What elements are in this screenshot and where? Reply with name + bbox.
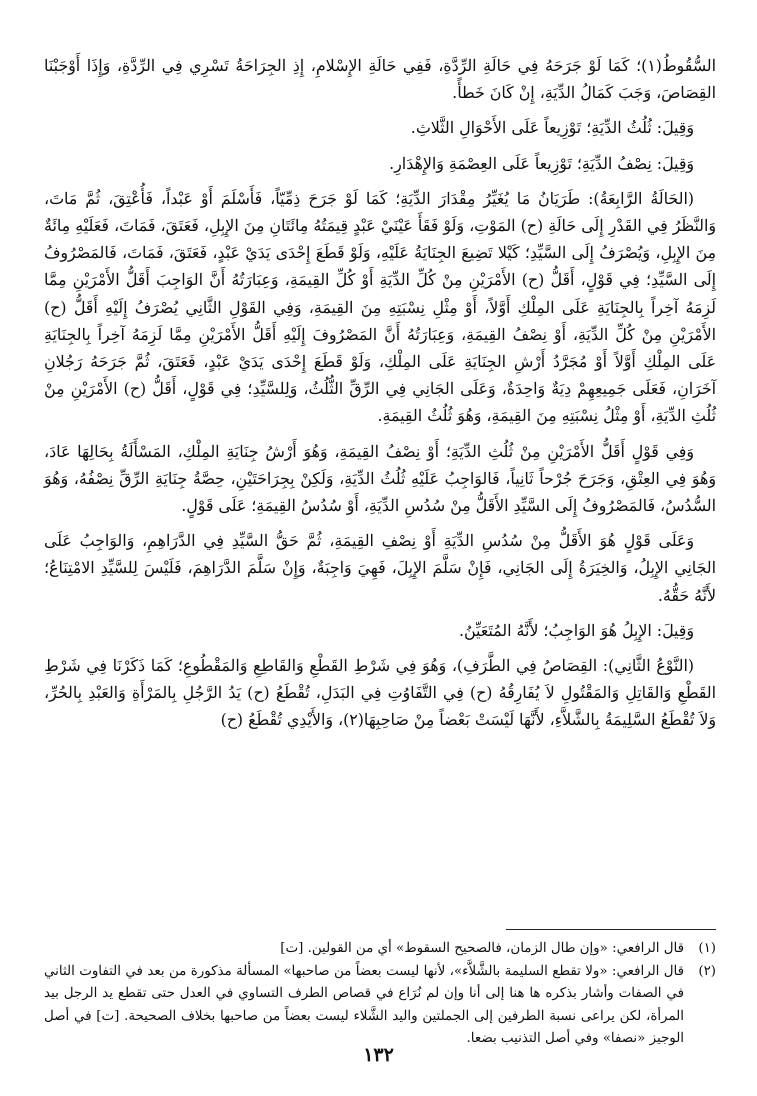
- footnote-separator: [506, 929, 716, 930]
- footnote-number: (١): [698, 941, 716, 956]
- footnote-number: (٢): [698, 963, 716, 979]
- footnote-1: [44, 938, 716, 961]
- main-text: [44, 52, 716, 742]
- page-number: ١٣٢: [363, 1044, 394, 1066]
- paragraph-5: وَفِي قَوْلٍ أَقَلُّ الأَمْرَيْنِ مِنْ ثُلُثِ الدِّيَةِ؛ أَوْ نِصْفُ القِيمَةِ، وَهُوَ أَرْشُ جِنَايَةِ المِلْكِ، المَسْأَلَةُ بِحَالِهَا عَادَ، وَهُوَ فِي العِتْقِ، وَجَرَحَ جُرْحاً ثَانِياً، فَالوَاجِبُ عَلَيْهِ ثُلُثُ الدِّيَةِ، وَلَكِنْ بِجِرَاحَتَيْنِ، حِصَّةُ جِنَايَةِ الرِّقِّ نِصْفُهُ، وَهُوَ السُّدُسُ، فَالمَصْرُوفُ إِلَى السَّيِّدِ الأَقَلُّ مِنْ سُدُسِ الدِّيَةِ، أَوْ سُدُسُ القِيمَةِ؛ عَلَى قَوْلٍ.: [44, 441, 716, 516]
- paragraph-2: وَقِيلَ: ثُلُثُ الدِّيَةِ؛ تَوْزِيعاً عَلَى الأَحْوَالِ الثَّلاثِ.: [410, 118, 694, 138]
- footnote-text: قال الرافعي: «ولا تقطع السليمة بالشَّلاَّء»، لأنها ليست بعضاً من صاحبها» المسألة مذكورة من بعد في التفاوت الثاني في الصفات وأشار بذكره ها هنا إلى أنا وإن لم نُرَاع في قصاص الطرف التساوي في العدل حتى تقطع يد الرجل بيد المرأة، لكن يراعى نسبة الطرفين إلى الجملتين واليد الشَّلاء ليست بعضاً من صاحبها بخلاف الصحيحة. [ت] في أصل الوجيز «نصفا» وفي أصل التذنيب بضعا.: [44, 963, 684, 1047]
- paragraph-4: (الحَالَةُ الرَّابِعَةُ): طَرَيَانُ مَا يُغَيِّرُ مِقْدَارَ الدِّيَةِ؛ كَمَا لَوْ جَرَحَ ذِمِّيّاً، فَأَسْلَمَ أَوْ عَبْداً، فَأُعْتِقَ، ثُمَّ مَاتَ، وَالنَّظَرُ فِي القَدْرِ إِلَى حَالَةِ (ح) المَوْتِ، وَلَوْ فَقَأَ عَيْنَيْ عَبْدٍ قِيمَتُهُ مِائَتَانِ مِنَ الإِبِلِ، فَعَتَقَ، فَمَاتَ، فَعَلَيْهِ مِائَةٌ مِنَ الإِبِلِ، وَيُصْرَفُ إِلَى السَّيِّدِ؛ كَيْلا تَضِيعَ الجِنَايَةُ عَلَيْهِ، وَلَوْ قَطَعَ إِحْدَى يَدَيْ عَبْدٍ، فَعَتَقَ، فَمَاتَ، فَالمَصْرُوفُ إِلَى السَّيِّدِ؛ فِي قَوْلٍ، أَقَلُّ (ح) الأَمْرَيْنِ مِنْ كُلِّ الدِّيَةِ أَوْ كُلِّ القِيمَةِ، وَعِبَارَتُهُ أَنَّ الوَاجِبَ أَقَلُّ الأَمْرَيْنِ مِمَّا لَزِمَهُ آخِراً بِالجِنَايَةِ عَلَى المِلْكِ أَوَّلاً، أَوْ مِثْلِ نِسْبَتِهِ مِنَ القِيمَةِ، وَفِي القَوْلِ الثَّانِي يُصْرَفُ إِلَيْهِ أَقَلُّ (ح) الأَمْرَيْنِ مِنْ كُلِّ الدِّيَةِ، أَوْ نِصْفُ القِيمَةِ، وَعِبَارَتُهُ أَنَّ المَصْرُوفَ إِلَيْهِ أَقَلُّ الأَمْرَيْنِ مِمَّا لَزِمَهُ آخِراً بِالجِنَايَةِ عَلَى المِلْكِ أَوَّلاً أَوْ مُجَرَّدُ أَرْشِ الجِنَايَةِ عَلَى المِلْكِ، وَلَوْ قَطَعَ إِحْدَى يَدَيْ عَبْدٍ، فَعَتَقَ، ثُمَّ جَرَحَهُ رَجُلانِ آخَرَانِ، فَعَلَى جَمِيعِهِمْ دِيَةٌ وَاحِدَةٌ، وَعَلَى الجَانِي فِي الرِّقِّ الثُّلُثُ، وَلِلسَّيِّدِ؛ فِي قَوْلٍ، أَقَلُّ (ح) الأَمْرَيْنِ مِنْ ثُلُثِ الدِّيَةِ، أَوْ مِثْلُ نِسْبَتِهِ مِنَ القِيمَةِ، وَهُوَ ثُلُثُ القِيمَةِ.: [44, 188, 716, 426]
- footnote-text: قال الرافعي: «وإن طال الزمان، فالصحيح السقوط» أي من القولين. [ت]: [280, 941, 684, 956]
- footnotes: [44, 938, 716, 1051]
- paragraph-3: وَقِيلَ: نِصْفُ الدِّيَةِ؛ تَوْزِيعاً عَلَى العِصْمَةِ وَالإِهْدَارِ.: [389, 153, 694, 173]
- footnote-2: [44, 961, 716, 1051]
- paragraph-6: وَعَلَى قَوْلٍ هُوَ الأَقَلُّ مِنْ سُدُسِ الدِّيَةِ أَوْ نِصْفِ القِيمَةِ، ثُمَّ حَقُّ السَّيِّدِ فِي الدَّرَاهِمِ، وَالوَاجِبُ عَلَى الجَانِي الإِبِلُ، وَالخِيَرَةُ إِلَى الجَانِي، فَإِنْ سَلَّمَ الإِبِلَ، فَهِيَ وَاجِبَةٌ، وَإِنْ سَلَّمَ الدَّرَاهِمَ، فَلَيْسَ لِلسَّيِّدِ الامْتِنَاعُ؛ لأَنَّهُ حَقُّهُ.: [44, 531, 716, 605]
- paragraph-1: السُّقُوطُ(١)؛ كَمَا لَوْ جَرَحَهُ فِي حَالَةِ الرِّدَّةِ، فَفِي حَالَةِ الإِسْلامِ، إِذِ الجِرَاحَةُ تَسْرِي فِي الرِّدَّةِ، وَإِذَا أَوْجَبْنَا القِصَاصَ، وَجَبَ كَمَالُ الدِّيَةِ، إِنْ كَانَ خَطأً.: [44, 56, 716, 103]
- paragraph-8: (النَّوْعُ الثَّانِي): القِصَاصُ فِي الطَّرَفِ)، وَهُوَ فِي شَرْطِ القَطْعِ وَالقَاطِعِ وَالمَقْطُوعِ؛ كَمَا ذَكَرْنَا فِي شَرْطِ القَطْعِ وَالقَاتِلِ وَالمَقْتُولِ لاَ يُفَارِقُهُ (ح) فِي التَّفَاوُتِ فِي البَدَلِ، تُقْطَعُ (ح) يَدُ الرَّجُلِ بِالمَرْأَةِ وَالعَبْدِ بِالحُرِّ، وَلاَ تُقْطَعُ السَّلِيمَةُ بِالشَّلاَّءِ، لأَنَّهَا لَيْسَتْ بَعْضاً مِنْ صَاحِبِهَا(٢)، وَالأَيْدِي تُقْطَعُ (ح): [44, 656, 716, 730]
- paragraph-7: وَقِيلَ: الإِبِلُ هُوَ الوَاجِبُ؛ لأَنَّهُ المُتَعَيِّنُ.: [458, 620, 694, 640]
